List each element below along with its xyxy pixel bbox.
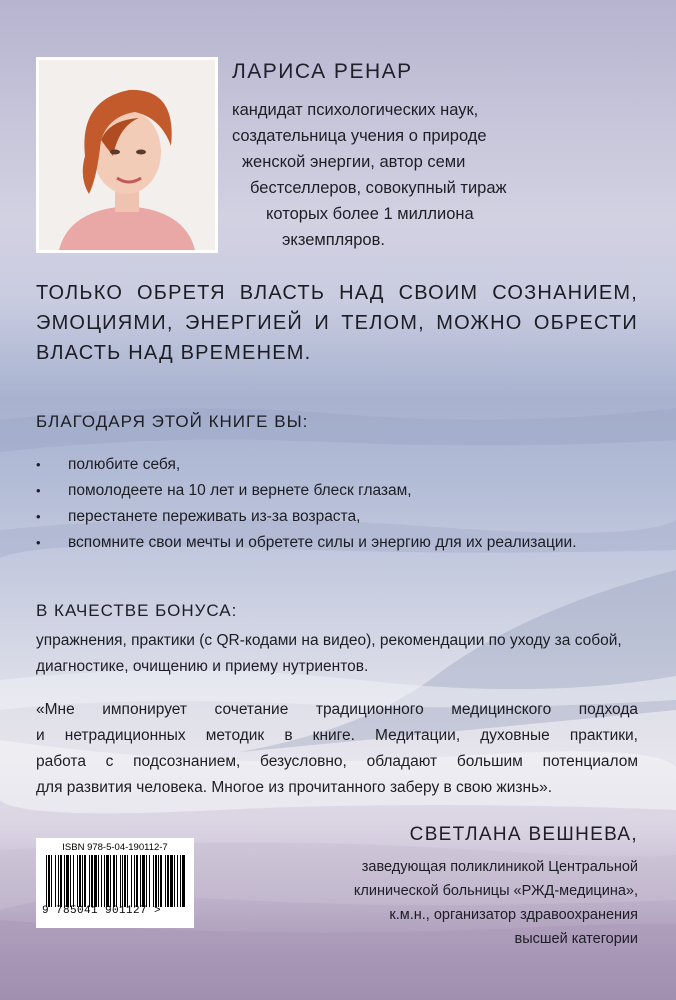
quote-line: «Мне импонирует сочетание традиционного медицинского подхода [36,701,638,718]
barcode-bar [140,855,141,907]
barcode-bar [182,855,185,907]
barcode-bar [66,855,69,907]
barcode-bar [94,855,97,907]
barcode-bar [55,855,56,907]
barcode-bar [155,855,157,907]
author-bio-line: кандидат психологических наук, [232,101,479,119]
headline-line: ВЛАСТЬ НАД ВРЕМЕНЕМ. [36,342,312,364]
benefits-title: БЛАГОДАРЯ ЭТОЙ КНИГЕ ВЫ: [36,412,309,431]
bonus-text: упражнения, практики (с QR-кодами на видео), рекомендации по уходу за собой, диагностике, очищению и приему нутриентов. [36,632,622,675]
quote-line: и нетрадиционных методик в книге. Медитации, духовные практики, [36,727,638,744]
list-item: • полюбите себя, [36,452,596,478]
barcode-bar [180,855,181,907]
reviewer-role-line: клинической больницы «РЖД-медицина», [353,883,638,899]
barcode-bar [73,855,74,907]
barcode-bar [122,855,123,907]
barcode-bar [165,855,166,907]
barcode-bar [106,855,109,907]
barcode-digits: 9 785041 901127 > [42,905,162,917]
author-photo [36,57,218,253]
reviewer-role-line: заведующая поликлиникой Центральной [361,859,638,875]
reviewer-role [308,855,638,951]
author-bio-line: экземпляров. [282,231,385,249]
barcode-bar [101,855,102,907]
barcode-bar [91,855,93,907]
barcode-bar [113,855,115,907]
author-bio-line: которых более 1 миллиона [266,205,474,223]
barcode-bar [51,855,52,907]
barcode-bar [124,855,126,907]
barcode-bar [58,855,59,907]
barcode-bar [110,855,111,907]
barcode-bar [77,855,78,907]
barcode-bar [167,855,169,907]
barcode-bar [160,855,162,907]
headline-line: ТОЛЬКО ОБРЕТЯ ВЛАСТЬ НАД СВОИМ СОЗНАНИЕМ, [36,282,638,304]
barcode-bar [136,855,138,907]
barcode-bar [158,855,159,907]
barcode-bar [79,855,81,907]
list-item: • помолодеете на 10 лет и вернете блеск глазам, [36,478,596,504]
barcode-bar [146,855,147,907]
bonus-title: В КАЧЕСТВЕ БОНУСА: [36,601,238,620]
reviewer-role-line: к.м.н., организатор здравоохранения [389,907,638,923]
benefits-list [36,452,596,556]
author-bio-line: женской энергии, автор семи [242,153,466,171]
reviewer-name: СВЕТЛАНА ВЕШНЕВА, [409,824,638,845]
barcode-bar [104,855,105,907]
barcode-bar [98,855,99,907]
barcode-bar [82,855,83,907]
barcode-bar [177,855,178,907]
barcode-bar [46,855,47,907]
barcode-bar [60,855,62,907]
barcode-bar [134,855,135,907]
barcode-bar [70,855,71,907]
barcode-bar [170,855,173,907]
review-quote [36,697,638,801]
author-bio [232,97,562,253]
barcode-bar [120,855,121,907]
reviewer-role-line: высшей категории [514,931,638,947]
barcode-bar [142,855,145,907]
barcode-bar [84,855,86,907]
barcode-bars-icon [42,855,188,907]
barcode-bar [64,855,65,907]
author-portrait-icon [39,60,215,250]
barcode-bar [127,855,128,907]
barcode-bar [149,855,150,907]
barcode-bar [153,855,154,907]
headline-line: ЭМОЦИЯМИ, ЭНЕРГИЕЙ И ТЕЛОМ, МОЖНО ОБРЕСТИ [36,312,638,334]
barcode-bar [116,855,117,907]
barcode-bar [89,855,90,907]
barcode-bar [131,855,132,907]
isbn-label: ISBN 978-5-04-190112-7 [62,842,168,853]
isbn-barcode [36,838,194,928]
quote-line: работа с подсознанием, безусловно, обладают большим потенциалом [36,753,638,770]
list-item: • вспомните свои мечты и обретете силы и энергию для их реализации. [36,530,596,556]
author-bio-line: бестселлеров, совокупный тираж [250,179,507,197]
barcode-bar [174,855,175,907]
author-name: ЛАРИСА РЕНАР [232,60,413,83]
quote-line: для развития человека. Многое из прочитанного заберу в свою жизнь». [36,779,553,796]
list-item: • перестанете переживать из-за возраста, [36,504,596,530]
author-bio-line: создательница учения о природе [232,127,487,145]
barcode-bar [48,855,50,907]
headline [36,278,638,368]
